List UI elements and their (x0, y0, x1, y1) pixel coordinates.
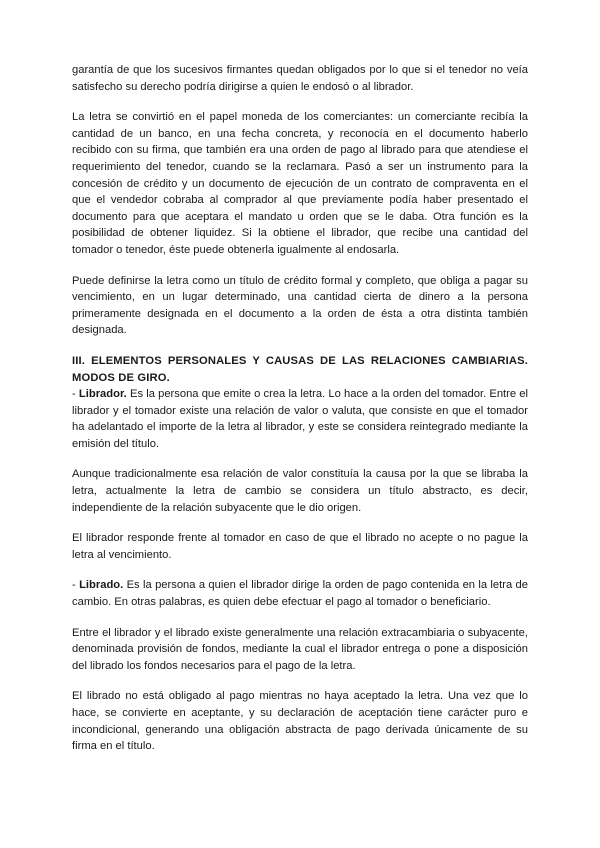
paragraph-librado (72, 577, 528, 610)
paragraph-acceptance: El librado no está obligado al pago mientras no haya aceptado la letra. Una vez que lo hace, se convierte en aceptante, y su declaración de aceptación tiene carácter puro e incondicional, generando una obligación abstracta de pago derivada únicamente de su firma en el título. (72, 690, 528, 753)
term-librado: Librado. (79, 579, 124, 592)
section-heading: III. ELEMENTOS PERSONALES Y CAUSAS DE LAS RELACIONES CAMBIARIAS. MODOS DE GIRO. (72, 354, 528, 384)
paragraph-librador-liability: El librador responde frente al tomador en caso de que el librado no acepte o no pague la letra al vencimiento. (72, 532, 528, 561)
librado-definition: Es la persona a quien el librador dirige la orden de pago contenida en la letra de cambio. En otras palabras, es quien debe efectuar el pago al tomador o beneficiario. (72, 579, 528, 609)
paragraph-definition: Puede definirse la letra como un título de crédito formal y completo, que obliga a pagar su vencimiento, en un lugar determinado, una cantidad cierta de dinero a la persona primeramente designada en el documento a la orden de ésta a otra distinta también designada. (72, 274, 528, 337)
list-dash: - (72, 579, 80, 592)
librador-definition: Es la persona que emite o crea la letra. Lo hace a la orden del tomador. Entre el librador y el tomador existe una relación de valor o valuta, que consiste en que el tomador ha adelantado el importe de la letra al librador, y este se considera reintegrado mediante la emisión del título. (72, 388, 528, 450)
paragraph-paper-money: La letra se convirtió en el papel moneda de los comerciantes: un comerciante recibía la cantidad de un banco, en una fecha concreta, y reconocía en el documento haberlo recibido con su firma, que también era una orden de pago al librado para que atendiese el requerimiento del tenedor, cuando se la reclamara. Pasó a ser un instrumento para la concesión de crédito y un documento de ejecución de un contrato de compraventa en el que el vendedor cobraba al comprador al que previamente podía haber presentado el documento para que aceptara el mandato u orden que se le daba. Otra función es la posibilidad de obtener liquidez. Si la obtiene el librador, que recibe una cantidad del tomador o tenedor, éste puede obtenerla igualmente al endosarla. (72, 111, 528, 256)
term-librador: Librador. (78, 388, 127, 401)
paragraph-provision-fondos: Entre el librador y el librado existe generalmente una relación extracambiaria o subyacente, denominada provisión de fondos, mediante la cual el librador entrega o pone a disposición del librado los fondos necesarios para el pago de la letra. (72, 626, 528, 672)
paragraph-librador (72, 386, 528, 452)
paragraph-abstract-title: Aunque tradicionalmente esa relación de valor constituía la causa por la que se libraba la letra, actualmente la letra de cambio se considera un título abstracto, es decir, independiente de la relación subyacente que le dio origen. (72, 468, 528, 514)
paragraph-guarantee: garantía de que los sucesivos firmantes quedan obligados por lo que si el tenedor no veía satisfecho su derecho podría dirigirse a quien le endosó o al librador. (72, 64, 528, 93)
list-dash: - (72, 388, 79, 401)
document-page (72, 62, 528, 769)
